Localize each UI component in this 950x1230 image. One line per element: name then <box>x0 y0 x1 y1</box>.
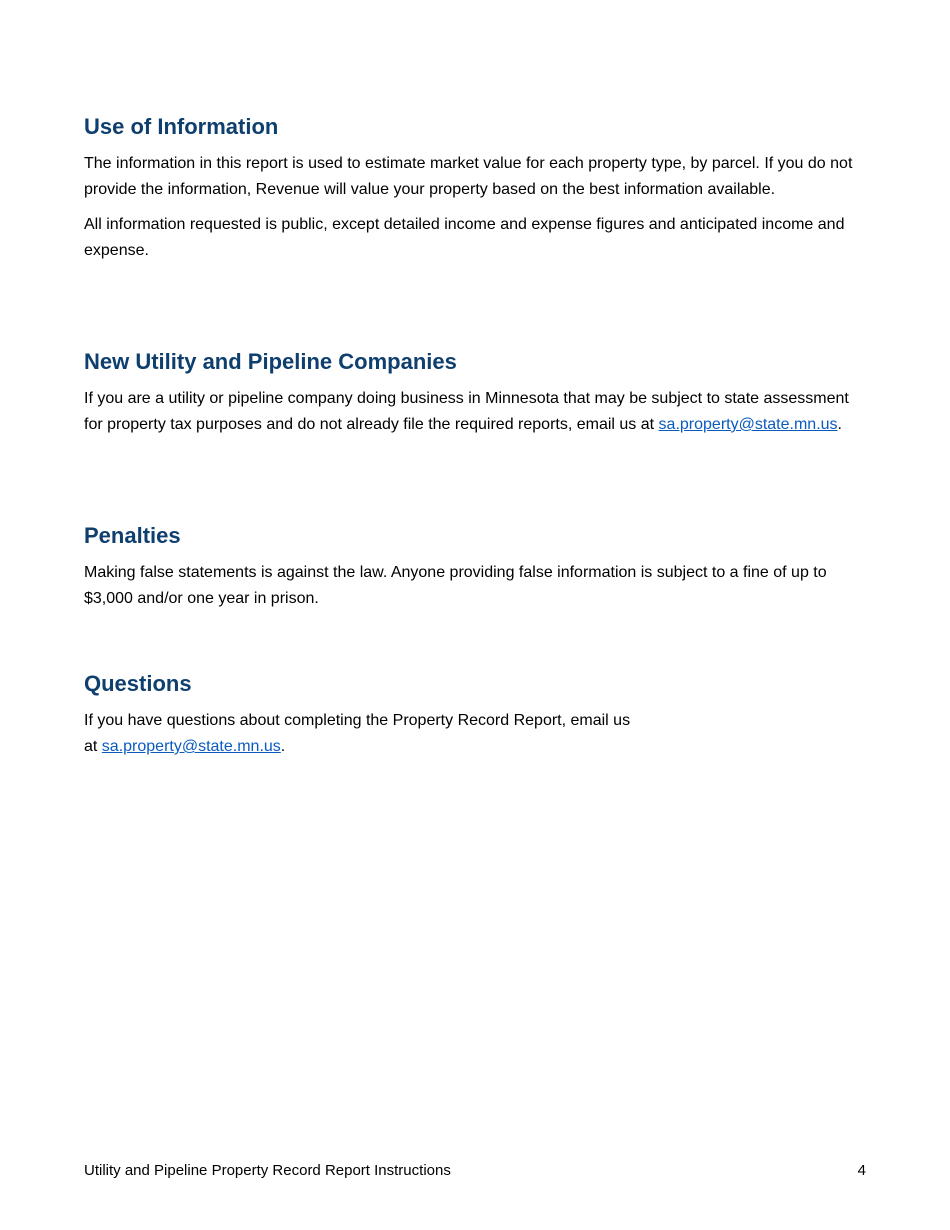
new-companies-text: If you are a utility or pipeline company doing business in Minnesota that may be subject to state assessment for property tax purposes and do not already file the required reports, email us at <box>84 390 849 433</box>
questions-line-2-prefix: at <box>84 738 102 755</box>
section-new-utility-companies <box>84 348 869 438</box>
new-companies-period: . <box>837 416 842 433</box>
email-link-questions[interactable]: sa.property@state.mn.us <box>101 738 281 755</box>
heading-questions: Questions <box>84 671 192 696</box>
use-of-information-paragraph-2: All information requested is public, except detailed income and expense figures and anticipated income and expense. <box>84 216 845 259</box>
email-link-new-companies[interactable]: sa.property@state.mn.us <box>658 416 838 433</box>
document-page <box>84 0 869 1230</box>
heading-penalties: Penalties <box>84 523 181 548</box>
heading-use-of-information: Use of Information <box>84 114 279 139</box>
section-penalties <box>84 522 869 612</box>
penalties-paragraph: Making false statements is against the law. Anyone providing false information is subject to a fine of up to $3,000 and/or one year in prison. <box>84 564 827 607</box>
section-use-of-information <box>84 113 869 264</box>
section-questions <box>84 670 869 760</box>
page-footer <box>84 1160 866 1182</box>
new-companies-paragraph <box>84 386 869 438</box>
questions-line-1: If you have questions about completing the Property Record Report, email us <box>84 712 631 729</box>
footer-title: Utility and Pipeline Property Record Report Instructions <box>84 1162 451 1179</box>
use-of-information-paragraph-1: The information in this report is used to estimate market value for each property type, by parcel. If you do not provide the information, Revenue will value your property based on the best information available. <box>84 155 853 198</box>
page-number: 4 <box>857 1162 866 1179</box>
heading-new-utility-companies: New Utility and Pipeline Companies <box>84 349 457 374</box>
questions-period: . <box>280 738 286 755</box>
questions-paragraph <box>84 708 869 760</box>
